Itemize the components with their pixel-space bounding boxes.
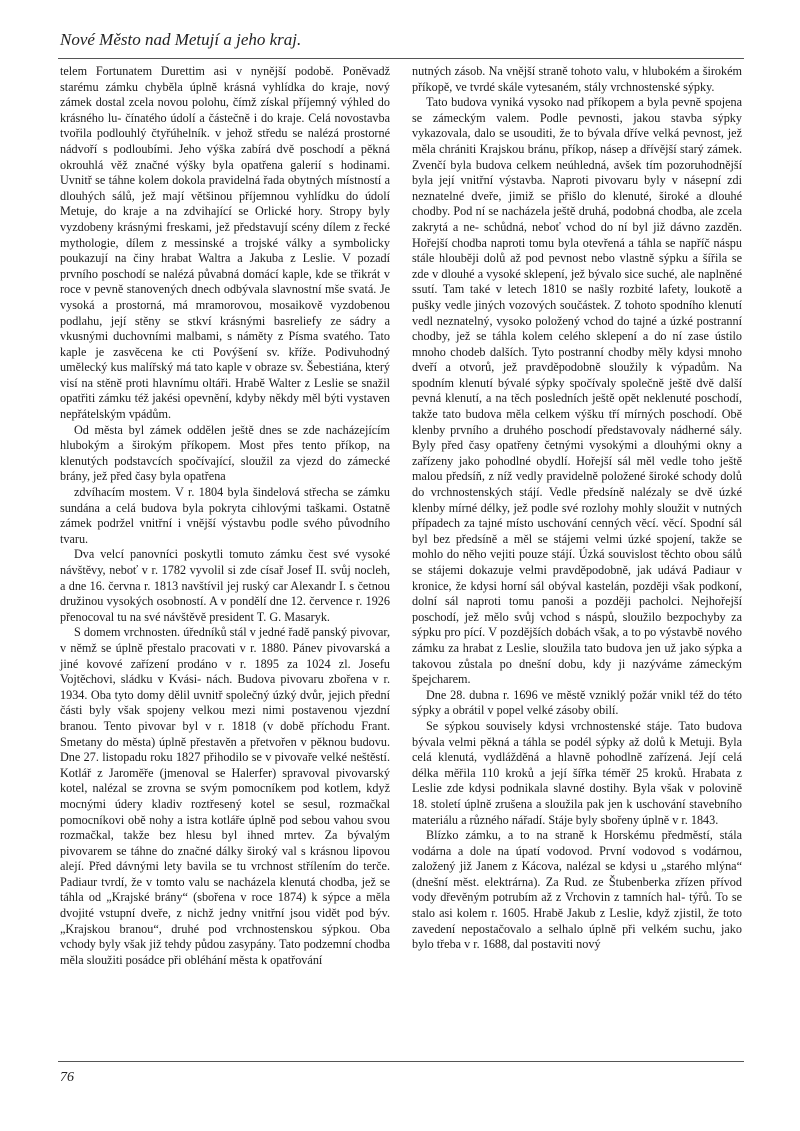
text-columns <box>60 64 742 968</box>
right-column <box>412 64 742 968</box>
paragraph: Od města byl zámek oddělen ještě dnes se zde nacházejícím hlubokým a širokým příkopem. Most přes tento příkop, na klenutých podstavcích spočívající, sloužil za vjezd do zámecké brány, jež před časy byla opatřena <box>60 422 390 484</box>
paragraph: Se sýpkou souvisely kdysi vrchnostenské stáje. Tato budova bývala velmi pěkná a táhla se podél sýpky až dolů k Metuji. Byla celá klenutá, vydlážděná a hlavně pohodlně zařízená. Její celá délka měřila 110 kroků a její šířka téměř 25 kroků. Hrabata z Leslie zde kdysi podnikala slavné dostihy. Byla však v polovině 18. století úplně zrušena a sloužila pak jen k uschování stavebního materiálu a různého nářadí. Stáje byly sbořeny úplně v r. 1843. <box>412 718 742 827</box>
paragraph: Tato budova vyniká vysoko nad příkopem a byla pevně spojena se zámeckým valem. Podle pevnosti, jakou stavba sýpky vykazovala, dalo se usouditi, že to bývala dříve velká pevnost, jež měla chrániti Krajskou bránu, příkop, násep a dřívější starý zámek. Zvenčí byla budova celkem neúhledná, avšek tím pozoruhodnější byla její vnitřní výstavba. Naproti pivovaru byly v násepní zdi neznatelné dveře, jimiž se přišlo do klenuté, široké a dlouhé chodby. Pod ní se nacházela ještě druhá, podobná chodba, ale zcela zakrytá a ne- schůdná, neboť vchod do ní byl již dávno zazděn. Hořejší chodba naproti tomu byla otevřená a táhla se napříč náspu stále hlouběji dolů až pod pevnost nebo vlastně sýpku a šířila se zde v dlouhé a vysoké sklepení, jež bývalo sice suché, ale naplněné ssutí. Tam také v letech 1810 se našly rozbité lafety, loukotě a pušky vedle jiných vozových součástek. Z tohoto spodního klenutí vedl neznatelný, vysoko položený vchod do tajné a úzké postranní chodby, jež se táhla kolem celého sklepení a do ní zase ústilo mnoho chodeb dalších. Tyto postranní chodby měly kdysi mnoho dveří a otvorů, jež pravděpodobně sloužily k výpadům. Na spodním klenutí bývalé sýpky spočívaly společně ještě dvě další pevná klenutí, a na těch posledních ještě opět neklenuté poschodí, takže tato budova měla celkem výšku tří mírných poschodí. Obě klenby prvního a druhého poschodí představovaly nádherné sály. Byly před časy opatřeny četnými vysokými a dlouhými okny a zařízeny jako pohodlné obydlí. Hořejší sál měl vedle toho ještě malou předsíň, z níž vedly pravidelně položené široké schody dolů do vrchnostenských stájí. Vedle předsíně nalézaly se dvě úzké klenby mírné délky, jež podle své rozlohy mohly sloužit v nutných případech za tajné místo uschování cenných věcí. věcí. Spodní sál byl bez předsíně a měl se stájemi velmi úzké spojení, takže se mohlo do něho vejiti pouze stájí. Úzká souvislost těchto obou sálů se stájemi dokazuje velmi pravděpodobně, jak udává Padiaur v kronice, že kdysi horní sál obýval kastelán, později však podkoní, dolní sál naproti tomu panoši a později pacholci. Nejhořejší poschodí, jež mělo svůj vchod s náspů, sloužilo bezpochyby za sýpku pro pící. V pozdějších dobách však, a to po výstavbě nového zámku za hrabat z Leslie, sloužila tato budova jen už jako sýpka a takovou zůstala po dnešní dobu, kdy ji nazýváme zámeckým špejcharem. <box>412 95 742 687</box>
page-number: 76 <box>60 1070 74 1085</box>
left-column <box>60 64 390 968</box>
running-header <box>58 30 744 50</box>
paragraph: nutných zásob. Na vnější straně tohoto valu, v hlubokém a širokém příkopě, ve tvrdé skále vytesaném, stály vrchnostenské sýpky. <box>412 64 742 94</box>
paragraph: Dne 28. dubna r. 1696 ve městě vzniklý požár vnikl též do této sýpky a obrátil v popel velké zásoby obilí. <box>412 687 742 718</box>
paragraph: Blízko zámku, a to na straně k Horskému předměstí, stála vodárna a dole na úpatí vodovod. První vodovod s vodárnou, založený již Janem z Kácova, nalézal se kdysi u „starého mlýna“ (dnešní měst. elektrárna). Za Rud. ze Štubenberka zřízen přívod vody dřevěným potrubím až z Vrchovin z tamních hal- týřů. To se stalo asi kolem r. 1605. Hrabě Jakub z Leslie, když zjistil, že toto zavedení nepostačovalo a selhalo úplně při velkém suchu, jako bylo třeba v r. 1688, dal postaviti nový <box>412 828 742 952</box>
footer-rule <box>58 1061 744 1062</box>
paragraph: S domem vrchnosten. úředníků stál v jedné řadě panský pivovar, v němž se úplně přestalo pracovati v r. 1880. Pánev pivovarská a jiné kovové zařízení prodáno v r. 1895 za 1024 zl. Josefu Vojtěchovi, sládku v Kvási- nách. Budova pivovaru zbořena v r. 1934. Oba tyto domy dělil uvnitř společný úzký dvůr, jejich přední části byly však spojeny velkou mezi nimi postavenou vjezdní branou. Tento pivovar byl v r. 1818 (v době příchodu Frant. Smetany do města) úplně přestavěn a přetvořen v pěknou budovu. Dne 27. listopadu roku 1827 přihodilo se v pivovaře velké neštěstí. Kotlář z Jaroměře (jmenoval se Halerfer) spravoval pivovarský kotel, nalézal se zrovna se svým pomocníkem pod kotlem, když mocnými údery kladiv roztřesený kotel se sesul, rozmačkal pomocníkovi obě nohy a istra kotláře úplně pod sebou vahou svou rozmačkal, takže bez hlesu byl ihned mrtev. Za bývalým pivovarem se táhne do značné dálky široký val s krásnou lipovou alejí. Před dávnými lety bavila se tu vrchnost střílením do terče. Padiaur tvrdí, že v tomto valu se nacházela klenutá chodba, jež se táhla od „Krajské brány“ (sbořena v roce 1874) k sýpce a měla dvojité vstupní dveře, z nichž jedny vnitřní jsou vidět pod býv. „Krajskou branou“, druhé pod vrchnostenskou sýpkou. Oba vchody byly však již tehdy půdou zasypány. Tato podzemní chodba měla sloužiti posádce při obléhání města k opatřování <box>60 625 390 967</box>
paragraph: telem Fortunatem Durettim asi v nynější podobě. Poněvadž starému zámku chyběla úplně krásná vyhlídka do kraje, nový zámek dostal zcela novou polohu, čímž získal příjemný výhled do krásného lu- čínatého údolí a částečně i do kraje. Celá novostavba tvořila podlouhlý čtyřúhelník. v jehož středu se nalézá prostorné nádvoří s podloubími. Jeho výška zabírá dvě poschodí a pěkná okrouhlá věž značné výšky byla opatřena galerií s hodinami. Uvnitř se táhne kolem dokola pravidelná řada obytných místností a dlouhých sálů, jež mají většinou příjemnou vyhlídku do údolí Metuje, do kraje a na zdvihající se Orlické hory. Stropy byly vyzdobeny krásnými freskami, jež představují scény dílem z řecké mythologie, dílem z messinské a trojské války a symbolicky poukazují na činy hrabat Waltra a Jakuba z Leslie. V pozadí prvního poschodí se nalézá půvabná domácí kaple, kde se třikrát v roce v pevně stanovených dnech odbývala slavnostní mše svatá. Je vysoká a prostorná, má mramorovou, mosaikově vyzdobenou podlahu, její stěny se stkví krásnými basreliefy ze sádry a vkusnými duchovními malbami, s náměty z Písma svatého. Tato kaple je zasvěcena ke cti Povýšení sv. kříže. Podivuhodný umělecký kus malířský má tato kaple v obraze sv. Šebestiána, který visí na stěně proti hlavnímu oltáři. Hrabě Walter z Leslie se snažil opatřiti zámku též jakési opevnění, kdyby někdy měl býti vystaven nepřátelským vpádům. <box>60 64 390 422</box>
header-title: Nové Město nad Metují a jeho kraj. <box>60 30 302 49</box>
paragraph: zdvíhacím mostem. V r. 1804 byla šindelová střecha se zámku sundána a celá budova byla pokryta cihlovými taškami. Ostatně zámek podržel vnitřní i vnější výstavbu podle svého původního tvaru. <box>60 485 390 546</box>
paragraph: Dva velcí panovníci poskytli tomuto zámku čest své vysoké návštěvy, neboť v r. 1782 vyvolil si zde císař Josef II. svůj nocleh, a dne 16. června r. 1813 navštívil jej ruský car Alexandr I. s četnou družinou vysokých osobností. A v pondělí dne 12. července r. 1926 přenocoval tu na své návštěvě president T. G. Masaryk. <box>60 547 390 624</box>
header-rule <box>58 58 744 59</box>
